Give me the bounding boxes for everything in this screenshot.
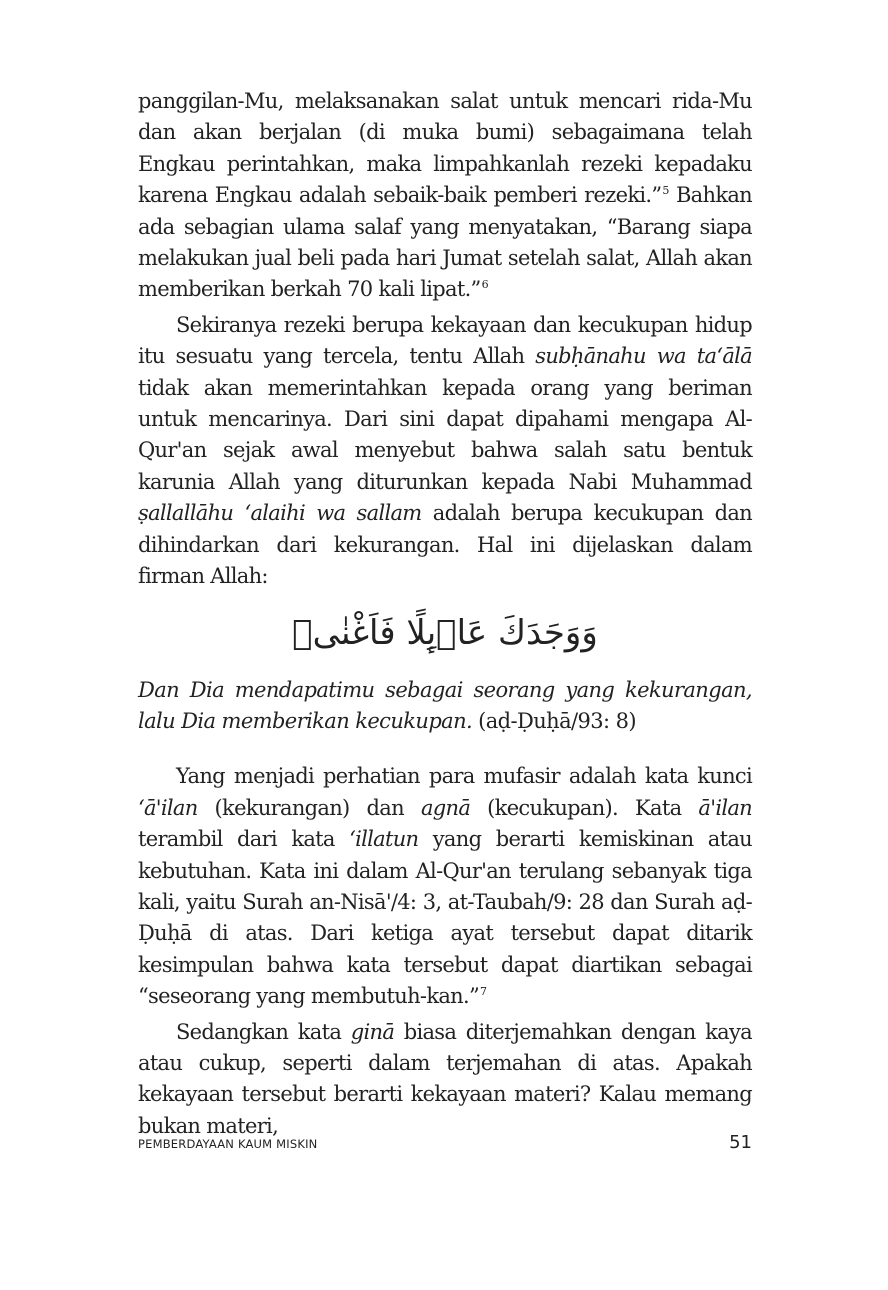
paragraph-3: Yang menjadi perhatian para mufasir adalah kata kunci ʻā'ilan (kekurangan) dan agnā (kecukupan). Kata ā'ilan terambil dari kata ʻillatun yang berarti kemiskinan atau kebutuhan. Kata ini dalam Al-Qur'an terulang sebanyak tiga kali, yaitu Surah an-Nisā'/4: 3, at-Taubah/9: 28 dan Surah aḍ-Ḍuḥā di atas. Dari ketiga ayat tersebut dapat ditarik kesimpulan bahwa kata tersebut dapat diartikan sebagai “seseorang yang membutuh-kan.”$^7$ — [138, 764, 752, 1009]
quran-verse-arabic: وَوَجَدَكَ عَاۤىِٕلًا فَاَغْنٰىۗ — [292, 612, 598, 653]
footnote-ref-7: 7 — [480, 985, 487, 999]
paragraph-4: Sedangkan kata ginā biasa diterjemahkan dengan kaya atau cukup, seperti dalam terjemahan di atas. Apakah kekayaan tersebut berarti kekayaan materi? Kalau memang bukan materi, — [138, 1019, 752, 1138]
verse-reference: (aḍ-Ḍuḥā/93: 8) — [472, 708, 636, 733]
verse-translation: Dan Dia mendapatimu sebagai seorang yang kekurangan, lalu Dia memberikan kecukupan. (aḍ-Ḍuḥā/93: 8) — [138, 677, 752, 733]
footnote-ref-6: 6 — [481, 278, 488, 292]
page-number: 51 — [729, 1132, 752, 1153]
footnote-ref-5: 5 — [662, 184, 669, 198]
running-footer-title: PEMBERDAYAAN KAUM MISKIN — [138, 1137, 318, 1151]
paragraph-2: Sekiranya rezeki berupa kekayaan dan kecukupan hidup itu sesuatu yang tercela, tentu Allah subḥānahu wa taʻālā tidak akan memerintahkan kepada orang yang beriman untuk mencarinya. Dari sini dapat dipahami mengapa Al-Qur'an sejak awal menyebut bahwa salah satu bentuk karunia Allah yang diturunkan kepada Nabi Muhammad ṣallallāhu ʻalaihi wa sallam adalah berupa kecukupan dan dihindarkan dari kekurangan. Hal ini dijelaskan dalam firman Allah: — [138, 312, 752, 589]
paragraph-1: panggilan-Mu, melaksanakan salat untuk mencari rida-Mu dan akan berjalan (di muka bumi) sebagaimana telah Engkau perintahkan, maka limpahkanlah rezeki kepadaku karena Engkau adalah sebaik-baik pemberi rezeki.”$^5$ Bahkan ada sebagian ulama salaf yang menyatakan, “Barang siapa melakukan jual beli pada hari Jumat setelah salat, Allah akan memberikan berkah 70 kali lipat.”$^6$ — [138, 89, 752, 302]
body-text — [138, 86, 752, 1142]
